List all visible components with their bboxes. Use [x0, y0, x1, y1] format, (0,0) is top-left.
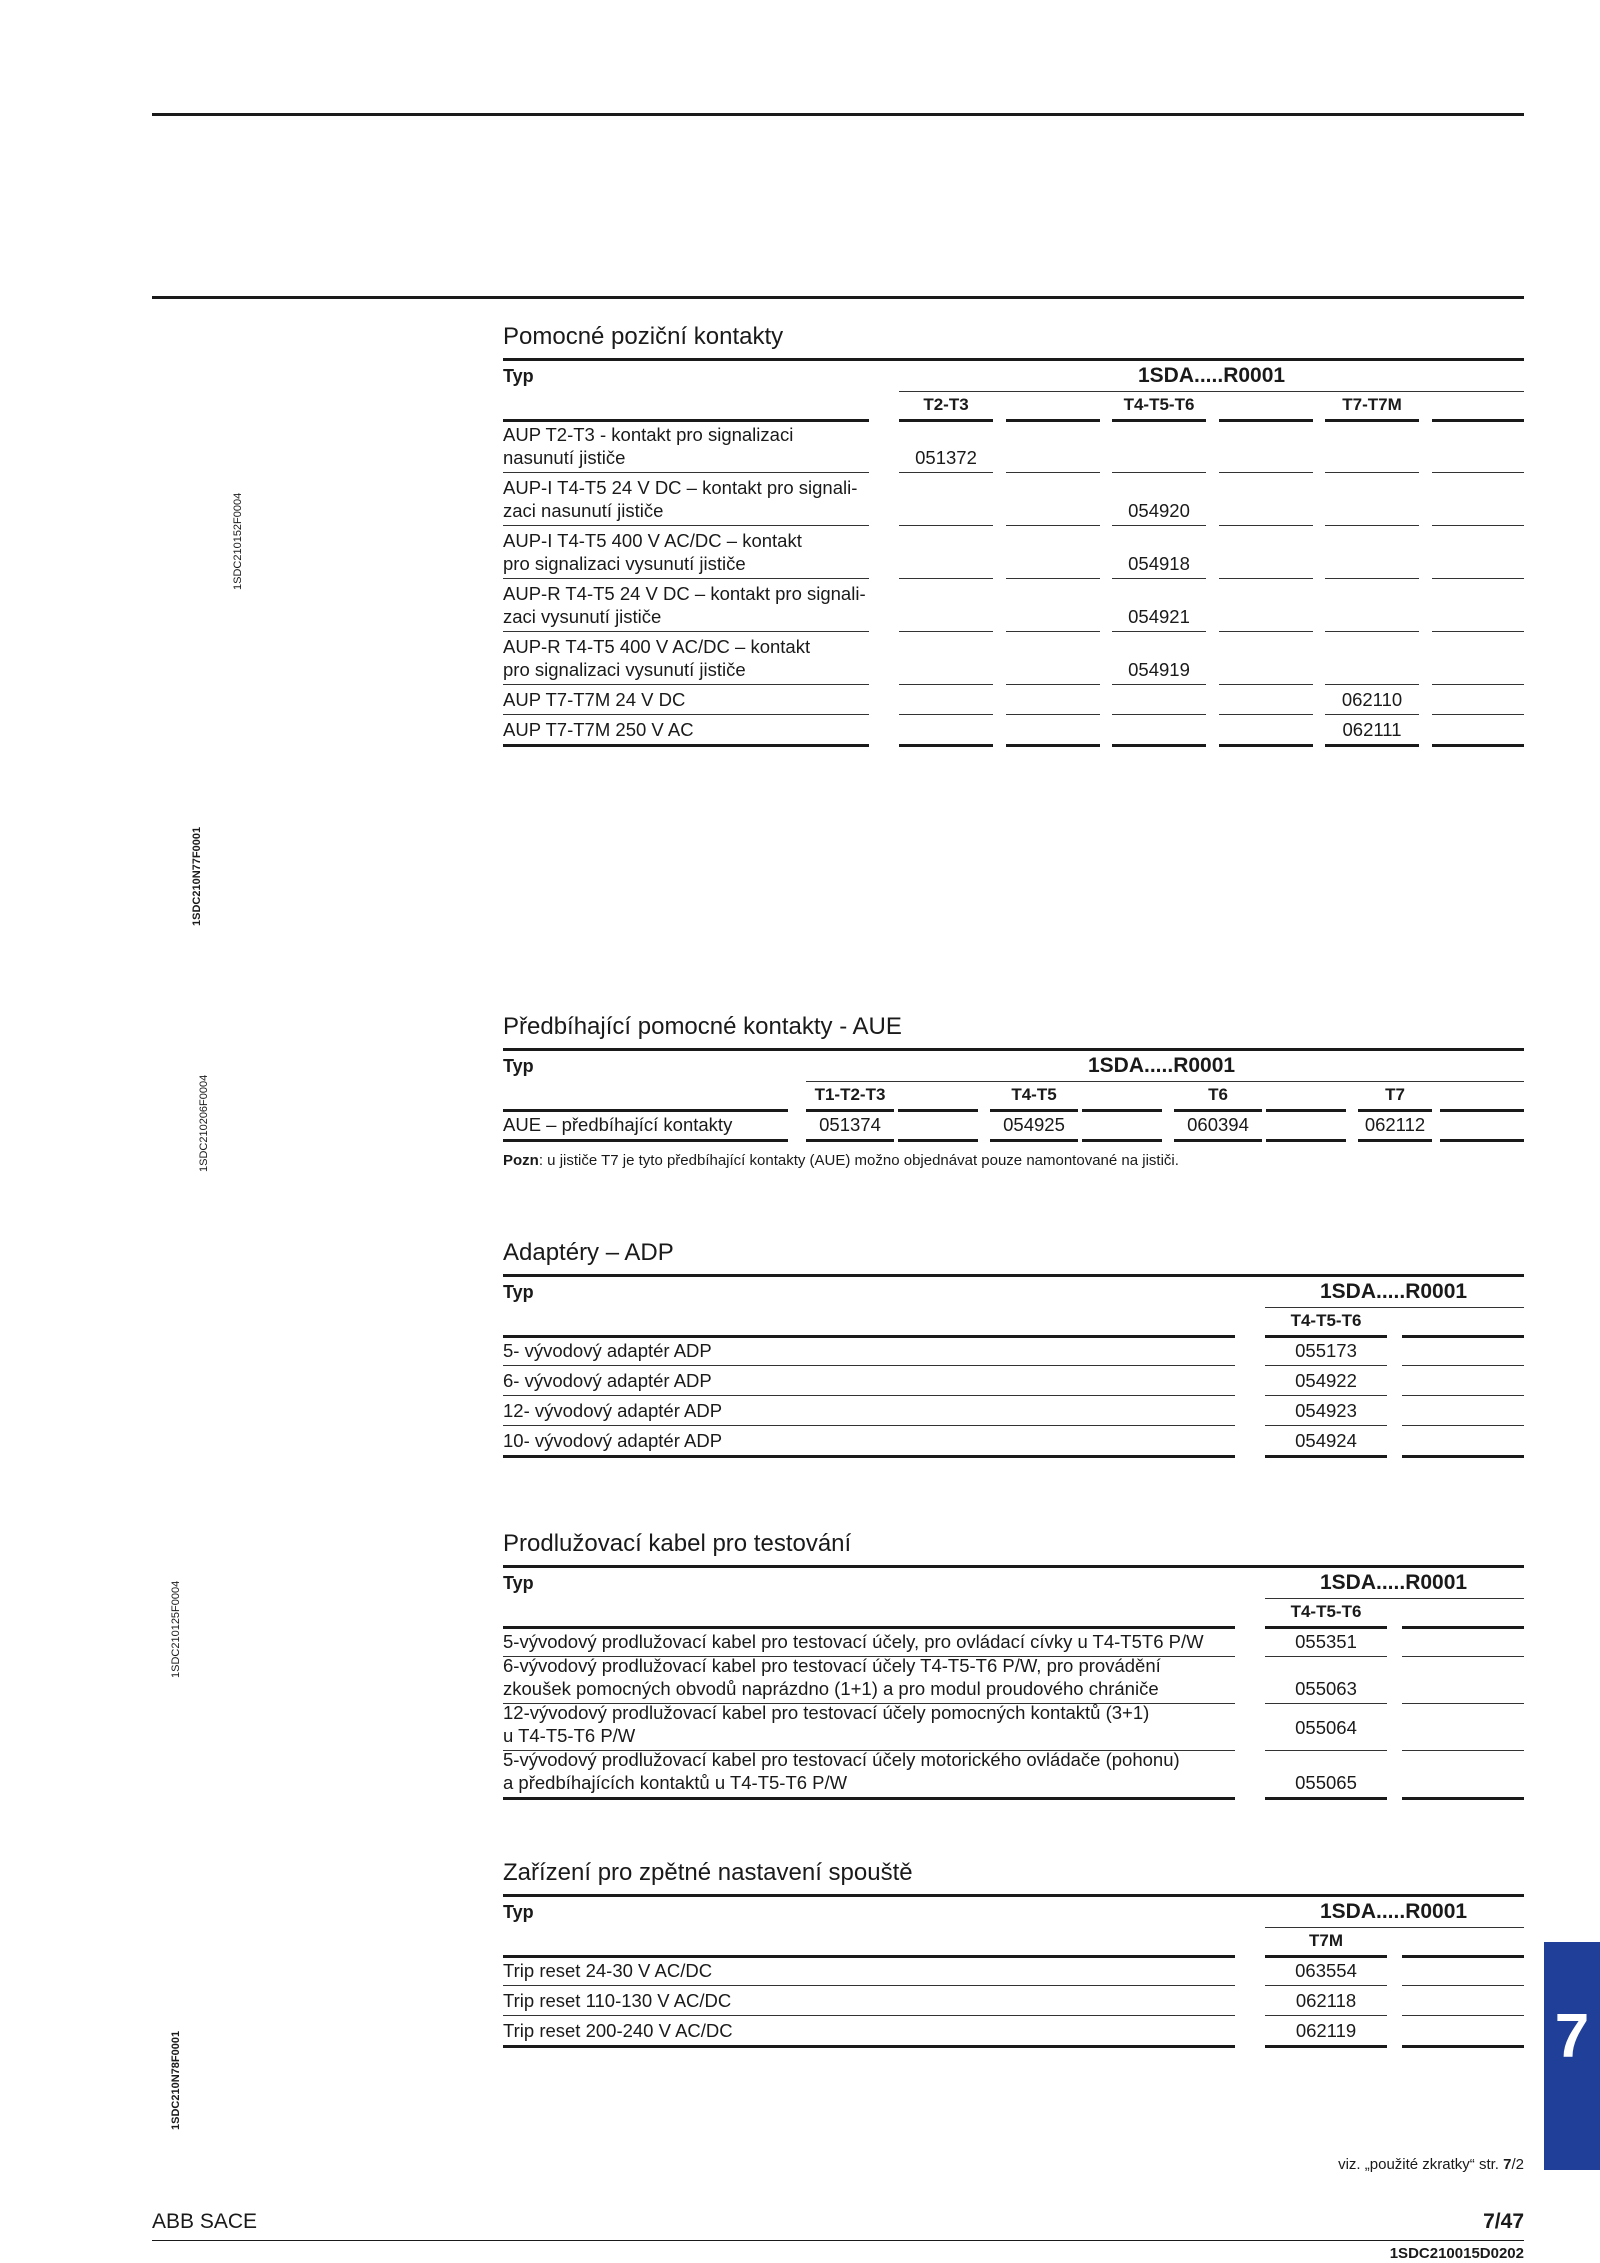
table-row [503, 1111, 1524, 1141]
table-row [503, 686, 1524, 716]
order-code: 054921 [1128, 606, 1190, 627]
section-title: Adaptéry – ADP [503, 1239, 674, 1266]
table-row [503, 716, 1524, 746]
col-header-t1-t3: T1-T2-T3 [814, 1085, 886, 1104]
page-number: 7/47 [1483, 2210, 1524, 2233]
table-row [503, 527, 1524, 580]
col-header-t4-t5: T4-T5 [1011, 1085, 1057, 1104]
table-row [503, 1427, 1524, 1457]
table-row [503, 633, 1524, 686]
row-label: Trip reset 200-240 V AC/DC [503, 2020, 733, 2041]
row-label: AUE – předbíhající kontakty [503, 1114, 733, 1135]
typ-label: Typ [503, 1282, 534, 1302]
company-name: ABB SACE [152, 2210, 258, 2233]
order-code: 062118 [1295, 1990, 1357, 2011]
order-code-header: 1SDA.....R0001 [1320, 1280, 1468, 1303]
document-code: 1SDC210015D0202 [1389, 2245, 1524, 2262]
typ-label: Typ [503, 1573, 534, 1593]
chapter-tab [1544, 1942, 1600, 2170]
order-code: 054922 [1295, 1370, 1357, 1391]
row-label: AUP-R T4-T5 400 V AC/DC – kontakt pro signalizaci vysunutí jističe [503, 636, 811, 680]
row-label: Trip reset 110-130 V AC/DC [503, 1990, 732, 2011]
table-row [503, 1655, 1524, 1705]
order-code: 054923 [1295, 1400, 1357, 1421]
col-header-t6: T6 [1208, 1085, 1228, 1104]
side-code-1: 1SDC210152F0004 [232, 492, 244, 590]
note: Pozn: u jističe T7 je tyto předbíhající kontakty (AUE) možno objednávat pouze namontované na jističi. [503, 1152, 1179, 1169]
row-label: 6-vývodový prodlužovací kabel pro testovací účely T4-T5-T6 P/W, pro provádění zkoušek pomocných obvodů naprázdno (1+1) a pro modul proudového chrániče [503, 1655, 1161, 1699]
order-code: 054920 [1128, 500, 1190, 521]
order-code: 054924 [1295, 1430, 1357, 1451]
order-code: 054918 [1128, 553, 1190, 574]
abbreviations-reference: viz. „použité zkratky“ str. 7/2 [1338, 2156, 1524, 2173]
row-label: AUP-I T4-T5 400 V AC/DC – kontakt pro signalizaci vysunutí jističe [503, 530, 802, 574]
section-trip-reset [503, 1858, 1524, 2047]
row-label: 12-vývodový prodlužovací kabel pro testovací účely pomocných kontaktů (3+1) u T4-T5-T6 P/W [503, 1702, 1150, 1746]
typ-label: Typ [503, 1056, 534, 1076]
section-position-contacts [503, 322, 1524, 746]
row-label: 10- vývodový adaptér ADP [503, 1430, 723, 1451]
row-label: 5- vývodový adaptér ADP [503, 1340, 712, 1361]
order-code-header: 1SDA.....R0001 [1320, 1900, 1468, 1923]
typ-label: Typ [503, 366, 534, 386]
row-label: 5-vývodový prodlužovací kabel pro testovací účely, pro ovládací cívky u T4-T5T6 P/W [503, 1631, 1204, 1652]
order-code: 051372 [915, 447, 977, 468]
order-code: 063554 [1295, 1960, 1357, 1981]
section-early-contacts [503, 1012, 1524, 1169]
col-header-t7-t7m: T7-T7M [1342, 395, 1402, 414]
order-code-header: 1SDA.....R0001 [1320, 1571, 1468, 1594]
row-label: AUP T2-T3 - kontakt pro signalizaci nasunutí jističe [503, 424, 794, 468]
table-row [503, 421, 1524, 474]
order-code: 054925 [1003, 1114, 1065, 1135]
table-row [503, 1397, 1524, 1427]
order-code: 054919 [1128, 659, 1190, 680]
order-code: 055064 [1295, 1716, 1357, 1738]
row-label: AUP T7-T7M 250 V AC [503, 719, 694, 740]
col-header-t4-t6: T4-T5-T6 [1290, 1311, 1362, 1330]
table-row [503, 1702, 1524, 1752]
col-header-t4-t6: T4-T5-T6 [1290, 1602, 1362, 1621]
side-code-3: 1SDC210206F0004 [198, 1074, 210, 1172]
order-code-header: 1SDA.....R0001 [1088, 1054, 1236, 1077]
col-header-t2-t3: T2-T3 [923, 395, 969, 414]
order-code: 051374 [819, 1114, 881, 1135]
table-row [503, 1957, 1524, 1987]
table-row [503, 1367, 1524, 1397]
row-label: 12- vývodový adaptér ADP [503, 1400, 723, 1421]
order-code: 055065 [1295, 1772, 1357, 1793]
section-extension-cables [503, 1529, 1524, 1799]
section-title: Prodlužovací kabel pro testování [503, 1530, 852, 1557]
side-code-2: 1SDC210N77F0001 [191, 826, 203, 926]
col-header-t7: T7 [1385, 1085, 1405, 1104]
table-row [503, 1337, 1524, 1367]
table-row [503, 580, 1524, 633]
order-code: 062119 [1295, 2020, 1357, 2041]
col-header-t7m: T7M [1309, 1931, 1343, 1950]
section-title: Pomocné poziční kontakty [503, 323, 784, 350]
row-label: Trip reset 24-30 V AC/DC [503, 1960, 713, 1981]
row-label: 6- vývodový adaptér ADP [503, 1370, 712, 1391]
section-title: Zařízení pro zpětné nastavení spouště [503, 1859, 913, 1886]
section-title: Předbíhající pomocné kontakty - AUE [503, 1013, 902, 1040]
col-header-t4-t6: T4-T5-T6 [1123, 395, 1195, 414]
typ-label: Typ [503, 1902, 534, 1922]
side-code-5: 1SDC210N78F0001 [170, 2030, 182, 2130]
order-code-header: 1SDA.....R0001 [1138, 364, 1286, 387]
order-code: 062111 [1342, 719, 1402, 740]
top-rule [152, 113, 1524, 116]
order-code: 055173 [1295, 1340, 1357, 1361]
table-row [503, 1987, 1524, 2017]
order-code: 062110 [1341, 689, 1403, 710]
table-row [503, 2017, 1524, 2047]
order-code: 062112 [1364, 1114, 1426, 1135]
order-code: 055063 [1295, 1678, 1357, 1699]
order-code: 060394 [1187, 1114, 1249, 1135]
row-label: AUP-R T4-T5 24 V DC – kontakt pro signali- zaci vysunutí jističe [503, 583, 866, 627]
chapter-number: 7 [1554, 2002, 1590, 2071]
side-code-4: 1SDC210125F0004 [170, 1580, 182, 1678]
section-adapters [503, 1238, 1524, 1457]
row-label: 5-vývodový prodlužovací kabel pro testovací účely motorického ovládače (pohonu) a předbíhajících kontaktů u T4-T5-T6 P/W [503, 1749, 1180, 1793]
header-rule [152, 296, 1524, 299]
order-code: 055351 [1295, 1631, 1357, 1652]
row-label: AUP T7-T7M 24 V DC [503, 689, 686, 710]
table-row [503, 474, 1524, 527]
table-row [503, 1749, 1524, 1799]
row-label: AUP-I T4-T5 24 V DC – kontakt pro signali- zaci nasunutí jističe [503, 477, 858, 521]
